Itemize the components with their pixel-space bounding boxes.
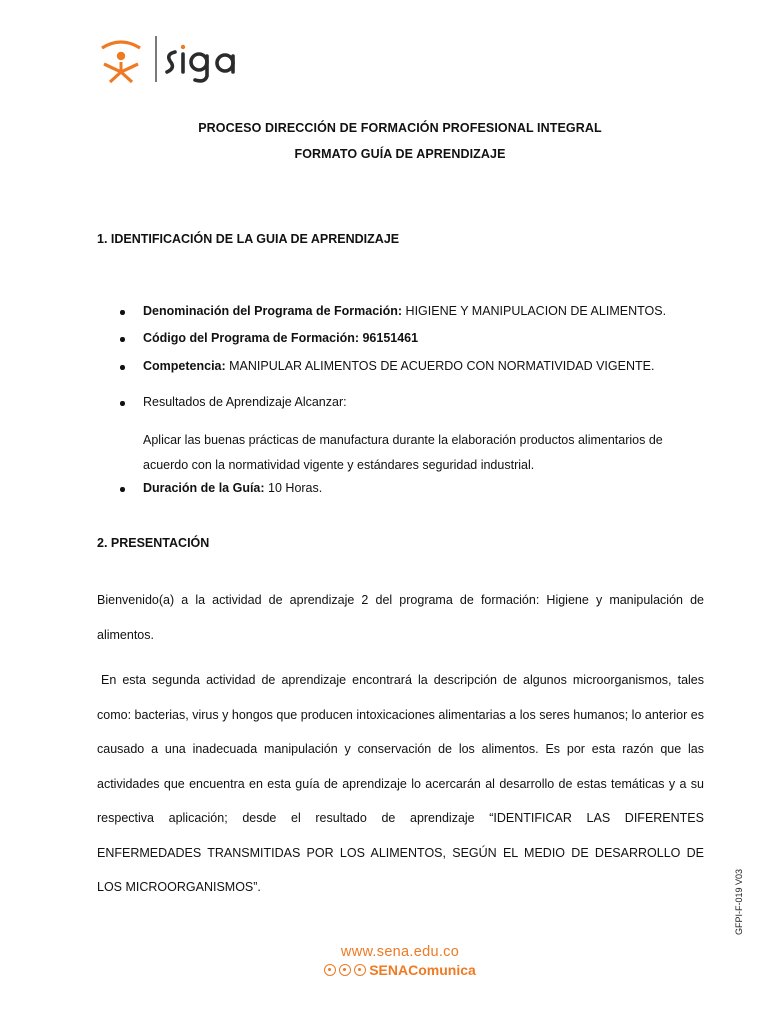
logo xyxy=(96,34,256,86)
footer xyxy=(0,944,768,981)
item-value: MANIPULAR ALIMENTOS DE ACUERDO CON NORMATIVIDAD VIGENTE. xyxy=(225,359,655,373)
social-handle[interactable]: SENAComunica xyxy=(369,962,476,978)
document-code: GFPI-F-019 V03 xyxy=(734,868,744,935)
list-item-program-name xyxy=(97,304,743,318)
list-item-learning-results xyxy=(97,395,743,409)
presentation-paragraph-1: Bienvenido(a) a la actividad de aprendizaje 2 del programa de formación: Higiene y manipulación de alimentos. xyxy=(97,593,704,642)
sena-logo-icon xyxy=(96,34,256,86)
presentation-paragraph-2: En esta segunda actividad de aprendizaje encontrará la descripción de algunos microorganismos, tales como: bacterias, virus y hongos que producen intoxicaciones alimentarias a los seres humanos; lo anterior es causado a una inadecuada manipulación y conservación de los alimentos. Es por esta razón que las actividades que encuentra en esta guía de aprendizaje lo acercarán al desarrollo de estas temáticas y a su respectiva aplicación; desde el resultado de aprendizaje “IDENTIFICAR LAS DIFERENTES ENFERMEDADES TRANSMITIDAS POR LOS ALIMENTOS, SEGÚN EL MEDIO DE DESARROLLO DE LOS MICROORGANISMOS”. xyxy=(97,673,704,894)
list-item-program-code xyxy=(97,331,743,345)
title-line-1: PROCESO DIRECCIÓN DE FORMACIÓN PROFESIONAL INTEGRAL xyxy=(198,121,602,135)
document-titles xyxy=(0,115,768,167)
instagram-icon[interactable] xyxy=(354,964,366,976)
item-value: 10 Horas. xyxy=(264,481,323,495)
facebook-icon[interactable] xyxy=(324,964,336,976)
section-2-heading: 2. PRESENTACIÓN xyxy=(97,536,210,550)
item-label: Competencia: xyxy=(143,359,226,373)
item-label: Denominación del Programa de Formación: xyxy=(143,304,403,318)
item-label: Código del Programa de Formación: 96151461 xyxy=(143,331,419,345)
title-line-2: FORMATO GUÍA DE APRENDIZAJE xyxy=(294,147,506,161)
twitter-icon[interactable] xyxy=(339,964,351,976)
list-item-competency xyxy=(97,359,743,373)
item-label: Duración de la Guía: xyxy=(143,481,265,495)
footer-social xyxy=(324,962,476,978)
learning-results-text: Aplicar las buenas prácticas de manufactura durante la elaboración productos alimentarios de acuerdo con la normatividad vigente y estándares seguridad industrial. xyxy=(143,433,663,472)
item-label: Resultados de Aprendizaje Alcanzar: xyxy=(143,395,347,409)
item-value: HIGIENE Y MANIPULACION DE ALIMENTOS. xyxy=(402,304,667,318)
list-item-duration xyxy=(97,481,743,495)
footer-url[interactable]: www.sena.edu.co xyxy=(340,944,460,960)
section-1-heading: 1. IDENTIFICACIÓN DE LA GUIA DE APRENDIZAJE xyxy=(97,232,400,246)
